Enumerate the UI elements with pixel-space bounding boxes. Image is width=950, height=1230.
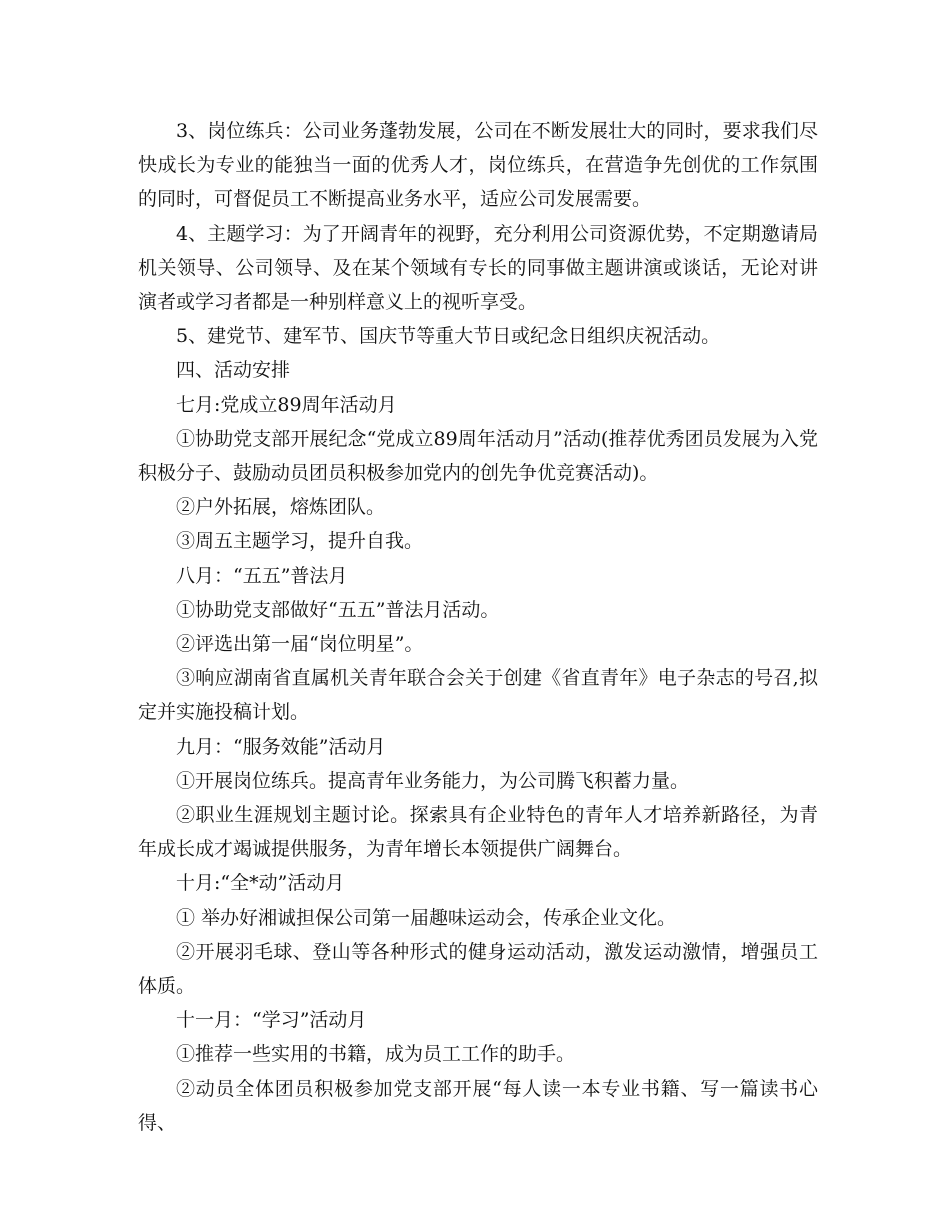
list-item: ②动员全体团员积极参加党支部开展“每人读一本专业书籍、写一篇读书心得、 [138,1077,818,1134]
paragraph-item-4: 4、主题学习：为了开阔青年的视野，充分利用公司资源优势，不定期邀请局机关领导、公司领导、及在某个领域有专长的同事做主题讲演或谈话，无论对讲演者或学习者都是一种别样意义上的视听享受。 [138,222,818,314]
month-heading-september: 九月：“服务效能”活动月 [176,735,386,758]
month-heading-july: 七月:党成立89周年活动月 [176,393,397,416]
month-heading-october: 十月:“全*动”活动月 [176,872,345,895]
paragraph-item-3: 3、岗位练兵：公司业务蓬勃发展，公司在不断发展壮大的同时，要求我们尽快成长为专业的能独当一面的优秀人才，岗位练兵，在营造争先创优的工作氛围的同时，可督促员工不断提高业务水平，适应公司发展需要。 [138,120,818,211]
list-item: ①推荐一些实用的书籍，成为员工工作的助手。 [176,1043,576,1066]
month-heading-august: 八月：“五五”普法月 [176,564,348,587]
list-item: ②开展羽毛球、登山等各种形式的健身运动活动，激发运动激情，增强员工体质。 [138,940,818,998]
list-item: ①协助党支部做好“五五”普法月活动。 [176,598,500,621]
list-item: ① 举办好湘诚担保公司第一届趣味运动会，传承企业文化。 [176,906,677,929]
list-item: ②评选出第一届“岗位明星”。 [176,633,424,656]
list-item: ②户外拓展，熔炼团队。 [176,496,386,519]
paragraph-item-5: 5、建党节、建军节、国庆节等重大节日或纪念日组织庆祝活动。 [176,325,721,348]
month-heading-november: 十一月：“学习”活动月 [176,1009,367,1032]
section-heading-activity-schedule: 四、活动安排 [176,359,291,382]
document-body [138,114,818,1140]
list-item: ②职业生涯规划主题讨论。探索具有企业特色的青年人才培养新路径，为青年成长成才竭诚提供服务，为青年增长本领提供广阔舞台。 [138,804,818,861]
list-item: ①协助党支部开展纪念“党成立89周年活动月”活动(推荐优秀团员发展为入党积极分子、鼓励动员团员积极参加党内的创先争优竞赛活动)。 [138,427,818,485]
list-item: ③响应湖南省直属机关青年联合会关于创建《省直青年》电子杂志的号召,拟定并实施投稿计划。 [138,667,818,724]
list-item: ③周五主题学习，提升自我。 [176,530,424,553]
list-item: ①开展岗位练兵。提高青年业务能力，为公司腾飞积蓄力量。 [176,769,690,792]
